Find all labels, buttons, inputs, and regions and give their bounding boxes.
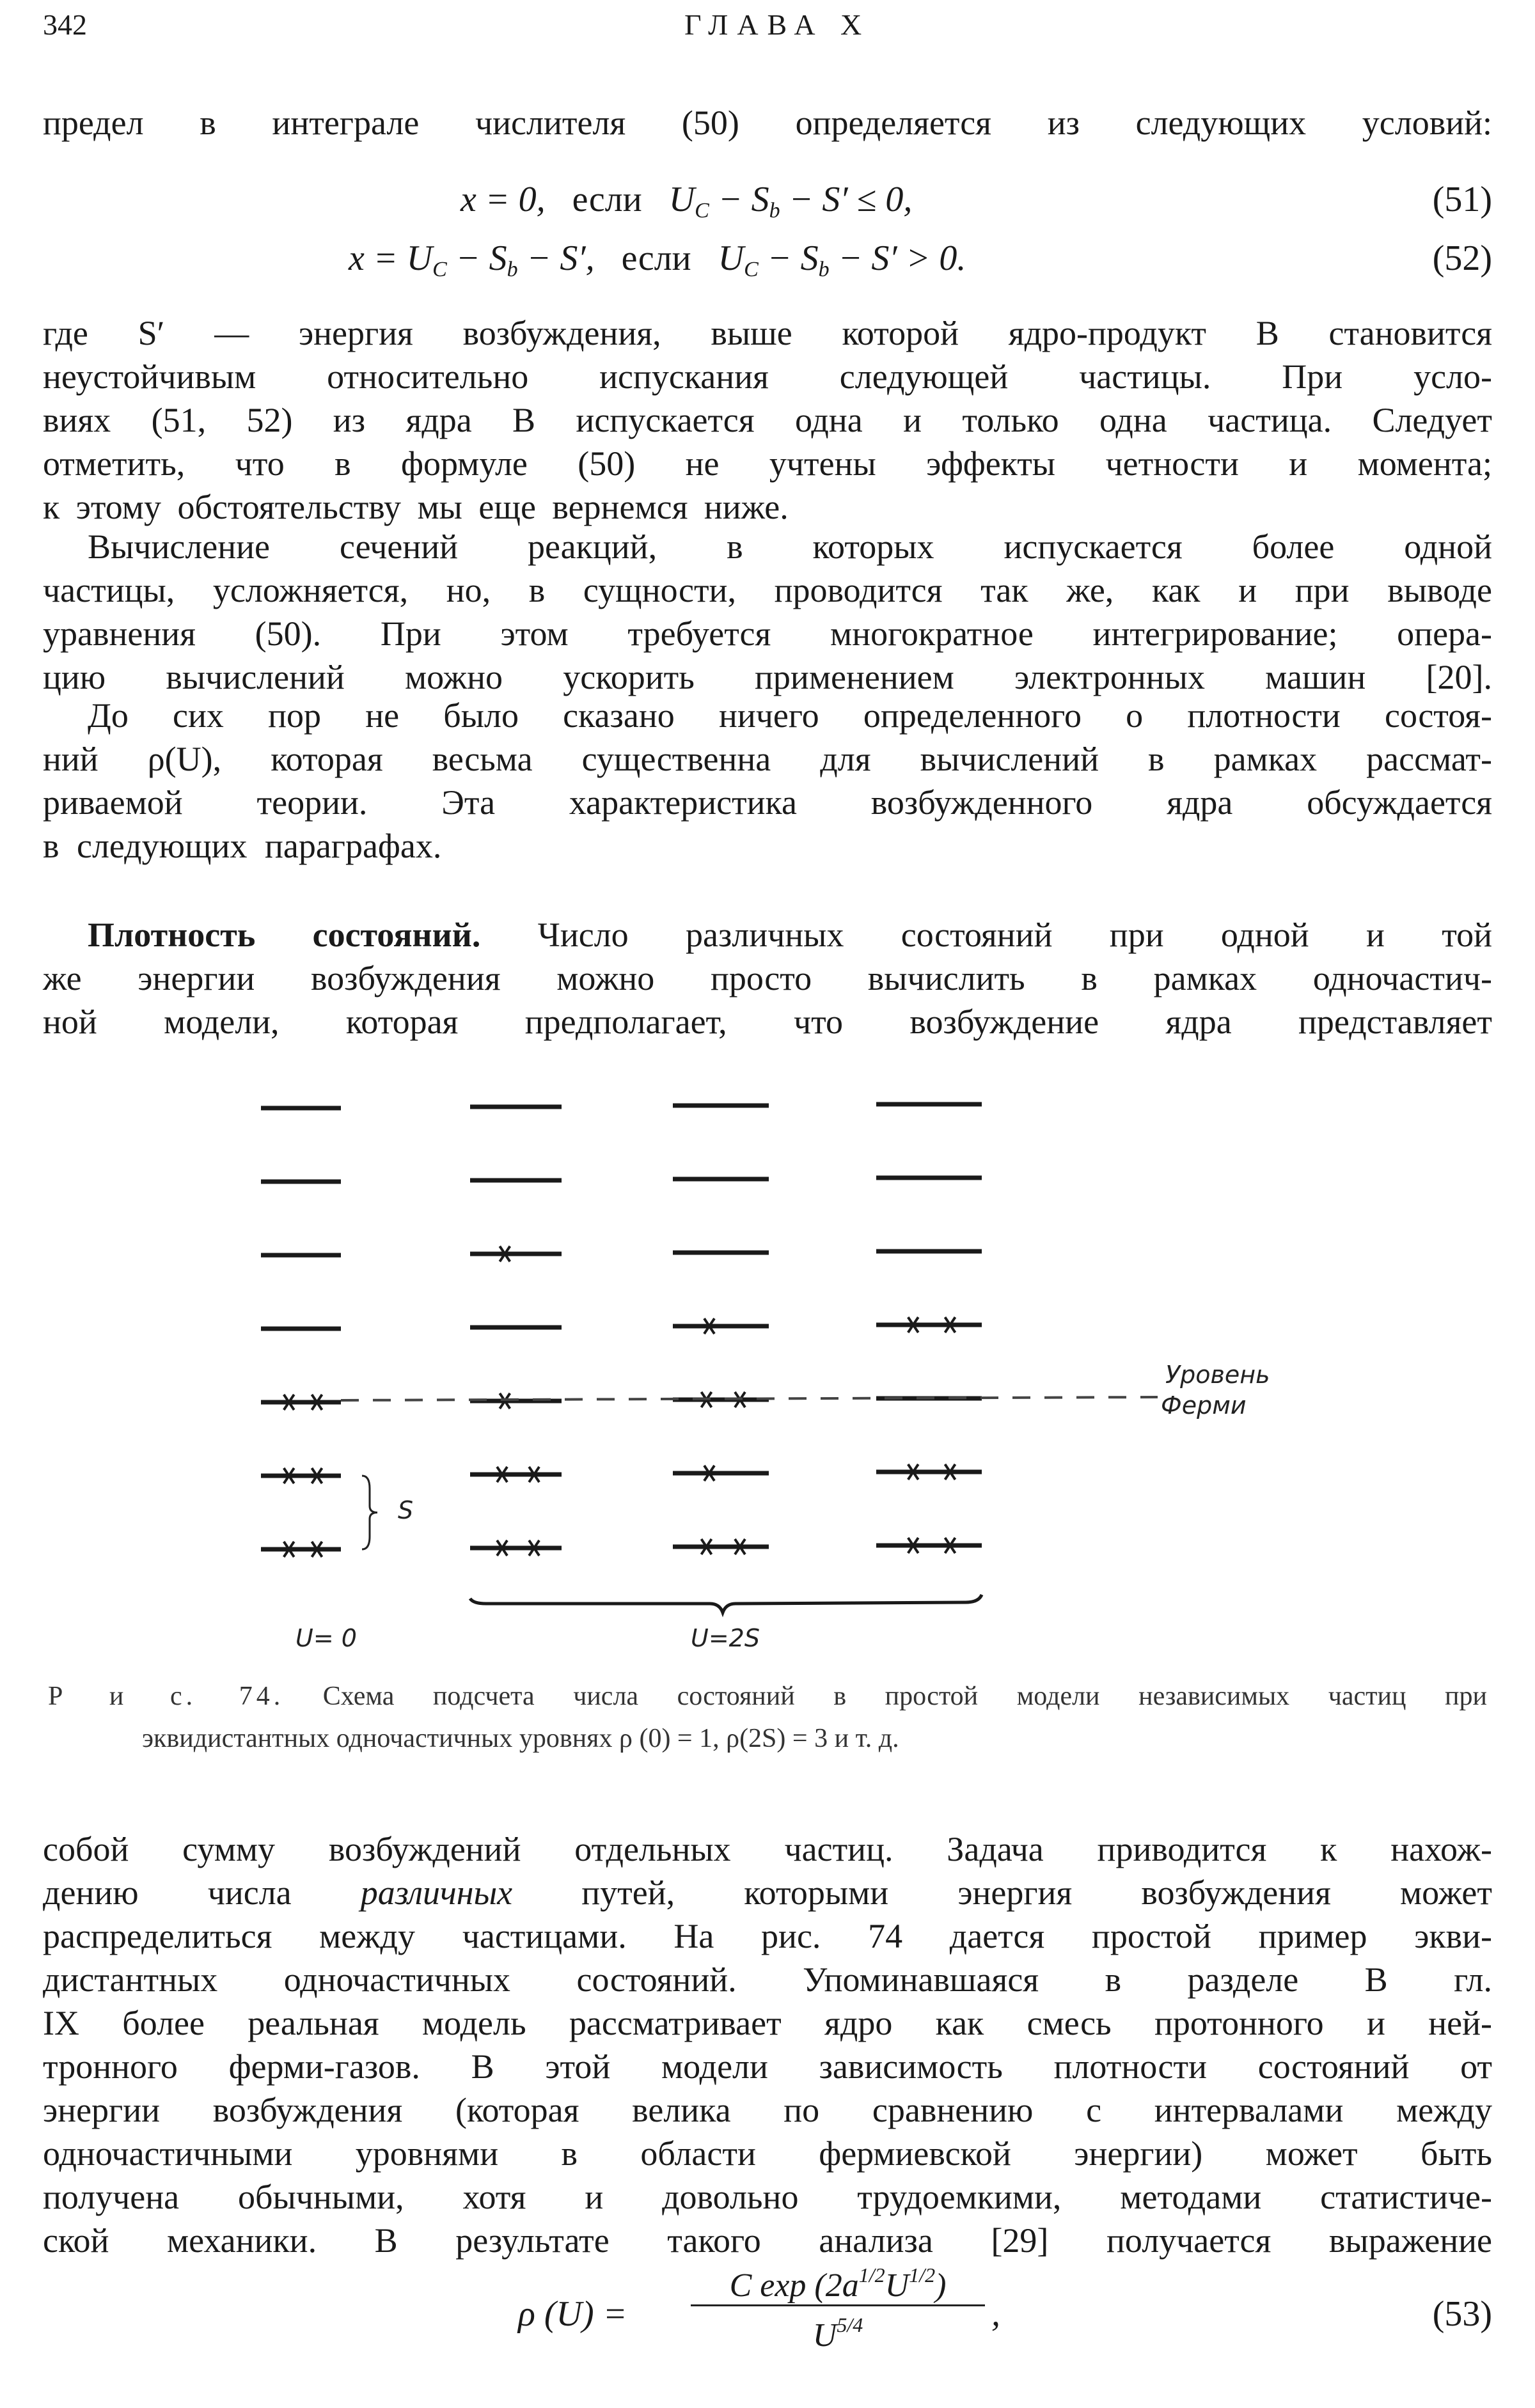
text-line: ний ρ(U), которая весьма существенна для вычислений в рамках рассмат- [43,740,1492,778]
text-span: путей, которыми энергия возбуждения может [581,1873,1493,1912]
text-line: собой сумму возбуждений отдельных частиц. Задача приводится к нахож- [43,1830,1492,1868]
eq-part: если [621,238,691,278]
text-line: виях (51, 52) из ядра B испускается одна и только одна частица. Следует [43,401,1492,439]
u2s-label: U=2S [691,1624,760,1652]
page-number: 342 [43,8,87,41]
text-line: к этому обстоятельству мы еще вернемся ниже. [43,488,789,526]
equation-53-numerator [691,2263,985,2306]
eq-part: x = 0, [460,180,546,219]
text-line: энергии возбуждения (которая велика по сравнению с интервалами между [43,2091,1492,2129]
text-line: распределиться между частицами. На рис. 74 дается простой пример экви- [43,1917,1492,1955]
spacing-label: S [398,1496,414,1524]
eq-part: − S′, [517,238,595,278]
figure-caption: эквидистантных одночастичных уровнях ρ (0) = 1, ρ(2S) = 3 и т. д. [142,1724,899,1753]
text-line: предел в интеграле числителя (50) определяется из следующих условий: [43,104,1492,142]
eq-part: − S′ > 0. [829,238,966,278]
eq-sup: 1/2 [909,2263,936,2287]
text-line [43,1871,1492,1914]
eq-sup: 5/4 [837,2313,863,2336]
text-line: частицы, усложняется, но, в сущности, проводится так же, как и при выводе [43,571,1492,609]
eq-part: − S [758,238,819,278]
text-line: ной модели, которая предполагает, что возбуждение ядра представляет [43,1003,1492,1041]
text-line: До сих пор не было сказано ничего определенного о плотности состоя- [88,696,1492,735]
eq-sub: b [507,258,518,281]
section-heading: Плотность состояний. [88,916,481,954]
text-line: где S′ — энергия возбуждения, выше которой ядро-продукт B становится [43,314,1492,352]
text-line: уравнения (50). При этом требуется многократное интегрирование; опера- [43,614,1492,653]
text-line: отметить, что в формуле (50) не учтены эффекты четности и момента; [43,444,1492,483]
equation-53-lhs [518,2292,627,2336]
caption-text: Схема подсчета числа состояний в простой модели независимых частиц при [322,1682,1488,1711]
running-header: ГЛАВА X [684,8,871,41]
eq-part: − S′ ≤ 0, [780,180,913,219]
equation-number: (52) [1432,238,1492,278]
eq-part: U [668,180,695,219]
eq-part: если [572,180,642,219]
text-line: ской механики. В результате такого анализа [29] получается выражение [43,2221,1492,2260]
eq-part: U [812,2317,837,2354]
spacing-brace [362,1476,377,1549]
eq-sup: 1/2 [858,2263,885,2287]
eq-sub: C [744,258,759,281]
figure-caption [48,1675,1487,1717]
eq-part: − S [709,180,769,219]
text-line: в следующих параграфах. [43,827,442,865]
eq-sub: C [695,199,709,223]
equation-number: (51) [1432,180,1492,219]
eq-part: C exp (2a [729,2267,859,2304]
eq-part: U [885,2267,909,2304]
text-line: риваемой теории. Эта характеристика возбужденного ядра обсуждается [43,783,1492,822]
eq-sub: b [769,199,780,223]
eq-part: ρ (U) = [518,2294,627,2334]
eq-part: ) [935,2267,947,2304]
text-line: одночастичными уровнями в области фермиевской энергии) может быть [43,2134,1492,2173]
text-span: дению числа [43,1873,292,1912]
fermi-label: Ферми [1161,1391,1247,1419]
text-line: же энергии возбуждения можно просто вычислить в рамках одночастич- [43,959,1492,997]
eq-part: x = U [349,238,433,278]
eq-part: − S [446,238,507,278]
caption-label: Р и с. 74. [48,1682,285,1711]
text-span: Число различных состояний при одной и той [537,916,1492,954]
equation-number: (53) [1432,2294,1492,2334]
text-line: дистантных одночастичных состояний. Упоминавшаяся в разделе В гл. [43,1960,1492,1999]
eq-sub: C [432,258,447,281]
text-line: цию вычислений можно ускорить применением электронных машин [20]. [43,658,1492,696]
text-line: Вычисление сечений реакций, в которых испускается более одной [88,528,1492,566]
text-line: IX более реальная модель рассматривает ядро как смесь протонного и ней- [43,2004,1492,2042]
italic-text: различных [360,1873,513,1912]
u0-label: U= 0 [295,1624,357,1652]
u2s-brace [470,1595,982,1613]
eq-part: U [718,238,744,278]
eq-part: , [991,2294,1000,2334]
equation-53-denominator [691,2313,985,2354]
text-line: неустойчивым относительно испускания следующей частицы. При усло- [43,357,1492,396]
eq-sub: b [818,258,830,281]
text-line: тронного ферми-газов. В этой модели зависимость плотности состояний от [43,2047,1492,2086]
text-line: получена обычными, хотя и довольно трудоемкими, методами статистиче- [43,2178,1492,2216]
fermi-label: Уровень [1165,1361,1270,1389]
